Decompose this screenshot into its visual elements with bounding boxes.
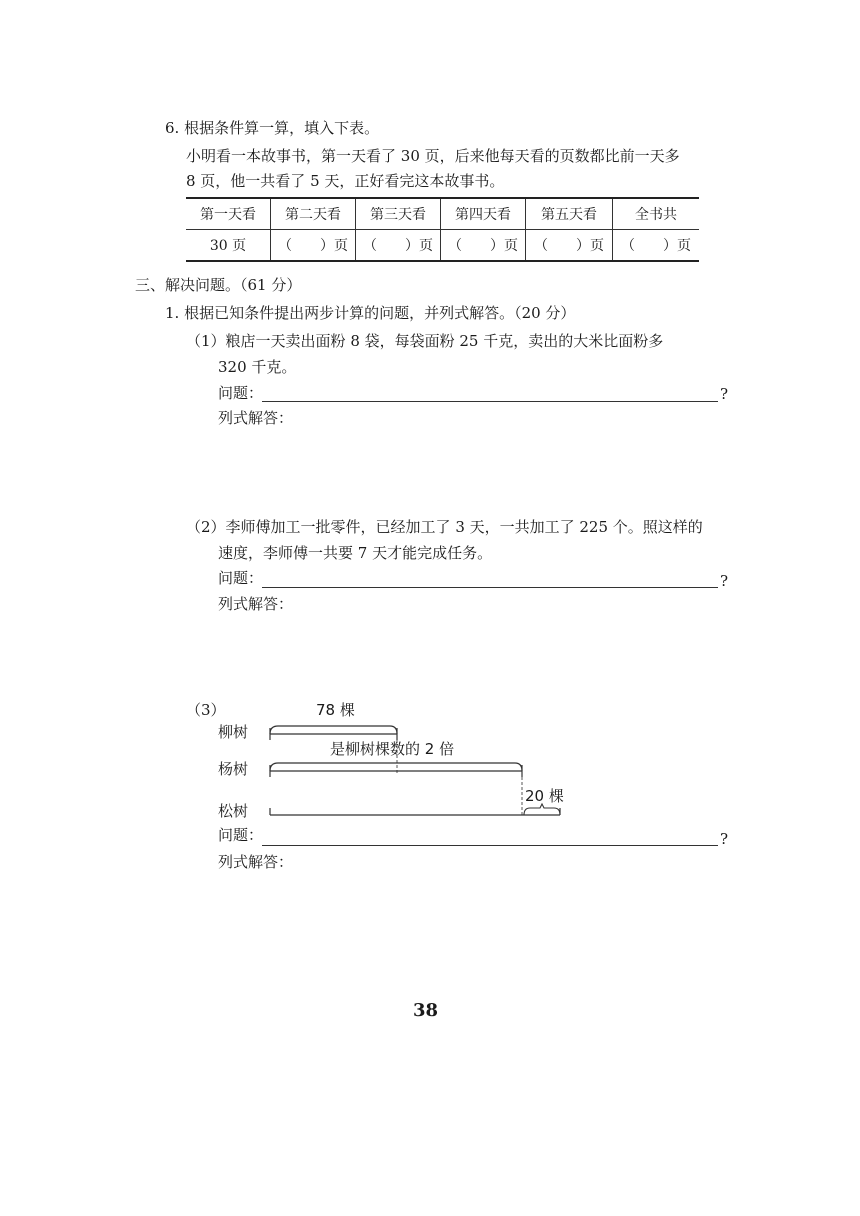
q6-answer-cell[interactable]: （ ）页 <box>526 230 613 262</box>
p3-question-label: 问题： <box>218 826 264 844</box>
p1-question-mark: ? <box>720 385 729 403</box>
q6-answer-cell[interactable]: （ ）页 <box>441 230 526 262</box>
q6-header-cell: 第五天看 <box>526 198 613 230</box>
q6-title: 6. 根据条件算一算，填入下表。 <box>165 119 380 137</box>
q6-line1: 小明看一本故事书，第一天看了 30 页，后来他每天看的页数都比前一天多 <box>186 147 680 165</box>
q6-answer-cell[interactable]: （ ）页 <box>271 230 356 262</box>
p2-question-mark: ? <box>720 572 729 590</box>
p3-question-mark: ? <box>720 830 729 848</box>
q6-value-cell: 30 页 <box>186 230 271 262</box>
section3-title: 三、解决问题。（61 分） <box>135 276 302 294</box>
p3-number: （3） <box>186 701 226 719</box>
brace-willow-top <box>270 726 397 734</box>
diagram-label-78: 78 棵 <box>316 701 355 719</box>
p1-question-label: 问题： <box>218 384 264 402</box>
p1-answer-label: 列式解答： <box>218 409 294 427</box>
p2-line1: （2）李师傅加工一批零件，已经加工了 3 天，一共加工了 225 个。照这样的 <box>186 518 703 536</box>
q6-header-cell: 全书共 <box>613 198 700 230</box>
q6-answer-cell[interactable]: （ ）页 <box>613 230 700 262</box>
q6-header-cell: 第四天看 <box>441 198 526 230</box>
q6-header-cell: 第一天看 <box>186 198 271 230</box>
diagram-label-double: 是柳树棵数的 2 倍 <box>330 740 455 758</box>
p2-line2: 速度，李师傅一共要 7 天才能完成任务。 <box>218 544 493 562</box>
p3-answer-label: 列式解答： <box>218 853 294 871</box>
q6-line2: 8 页，他一共看了 5 天，正好看完这本故事书。 <box>186 172 505 190</box>
row-label-pine: 松树 <box>218 802 249 820</box>
brace-poplar-top <box>270 763 522 771</box>
p1-line2: 320 千克。 <box>218 358 297 376</box>
row-label-willow: 柳树 <box>218 723 249 741</box>
diagram-label-20: 20 棵 <box>525 787 564 805</box>
q6-answer-cell[interactable]: （ ）页 <box>356 230 441 262</box>
p2-answer-label: 列式解答： <box>218 595 294 613</box>
p2-question-label: 问题： <box>218 569 264 587</box>
section3-q1-title: 1. 根据已知条件提出两步计算的问题，并列式解答。（20 分） <box>165 304 576 322</box>
q6-header-cell: 第二天看 <box>271 198 356 230</box>
q6-header-cell: 第三天看 <box>356 198 441 230</box>
p1-line1: （1）粮店一天卖出面粉 8 袋，每袋面粉 25 千克，卖出的大米比面粉多 <box>186 332 664 350</box>
row-label-poplar: 杨树 <box>218 760 249 778</box>
brace-pine-extra <box>524 804 560 815</box>
page-number: 38 <box>413 1000 439 1021</box>
p3-question-blank[interactable] <box>262 845 718 846</box>
